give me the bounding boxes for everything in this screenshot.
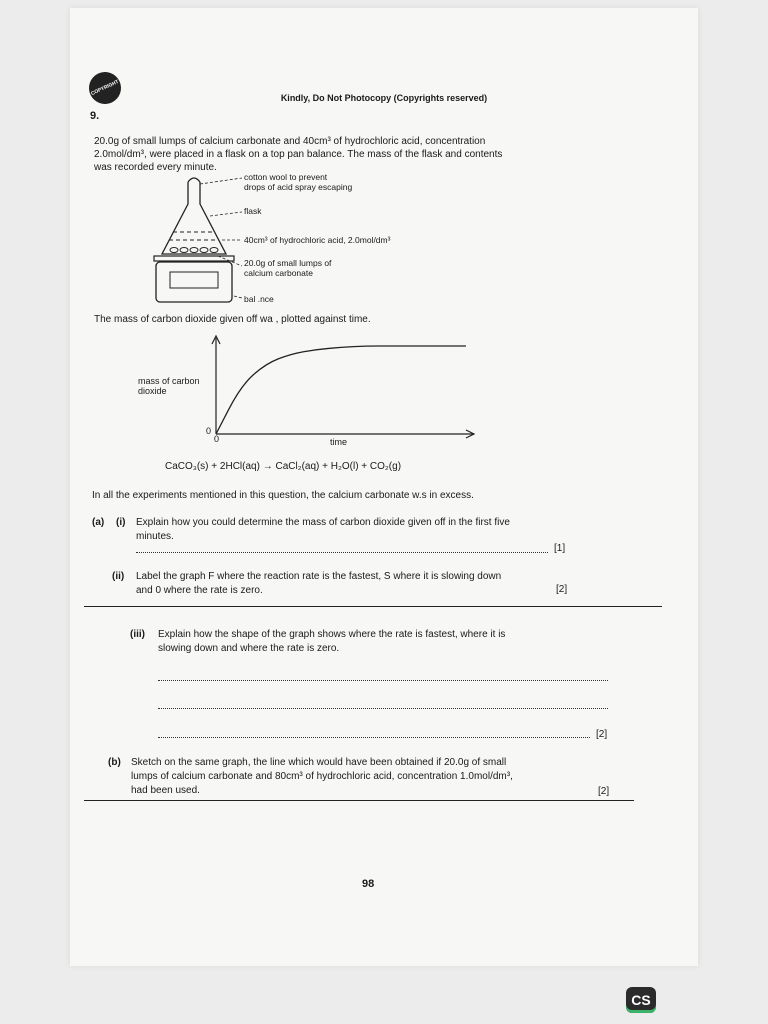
part-a-i-line2: minutes. [136,531,174,542]
copyright-stamp: COPYRIGHT [84,67,127,110]
part-a-iii-line1: Explain how the shape of the graph shows where the rate is fastest, where it is [158,629,506,640]
label-cotton-line2: drops of acid spray escaping [244,182,353,192]
part-a-ii-text [136,570,576,598]
answer-line-a-i[interactable] [136,552,548,553]
section-divider-2 [84,800,634,801]
label-flask: flask [244,206,262,216]
label-lumps-line2: calcium carbonate [244,268,313,278]
answer-line-a-iii-2[interactable] [158,708,608,709]
label-lumps-line1: 20.0g of small lumps of [244,258,332,268]
label-lumps [244,258,331,278]
x-axis-label: time [330,437,348,447]
balance-display [170,272,218,288]
marks-a-ii: [2] [556,584,568,595]
question-intro [94,135,564,174]
label-cotton-line1: cotton wool to prevent [244,172,328,182]
part-a-ii-label: (ii) [112,571,125,582]
part-a-i-line1: Explain how you could determine the mass of carbon dioxide given off in the first five [136,517,510,528]
part-b-line2: lumps of calcium carbonate and 80cm³ of hydrochloric acid, concentration 1.0mol/dm³, [131,771,513,782]
part-b-text [131,756,621,798]
x-origin-label: 0 [214,434,220,444]
part-a-i-text [136,516,576,544]
calcium-carbonate-lumps [170,248,218,253]
excess-note: In all the experiments mentioned in this question, the calcium carbonate w.s in excess. [92,490,474,501]
page-number: 98 [362,878,375,890]
part-a-label: (a) [92,517,105,528]
copyright-notice: Kindly, Do Not Photocopy (Copyrights reserved) [280,93,488,103]
answer-line-a-iii-1[interactable] [158,680,608,681]
part-b-line3: had been used. [131,785,200,796]
part-b-label: (b) [108,757,121,768]
part-a-ii-line1: Label the graph F where the reaction rate is the fastest, S where it is slowing down [136,571,502,582]
co2-curve [216,346,466,434]
marks-a-iii: [2] [596,729,608,740]
camscanner-badge: CS [626,987,656,1013]
flask-outline [162,182,226,254]
graph-intro: The mass of carbon dioxide given off wa , plotted against time. [94,314,371,325]
part-a-i-label: (i) [116,517,126,528]
part-a-iii-line2: slowing down and where the rate is zero. [158,643,340,654]
intro-line-1: 20.0g of small lumps of calcium carbonate and 40cm³ of hydrochloric acid, concentration [94,136,486,147]
chemical-equation: CaCO₃(s) + 2HCl(aq) → CaCl₂(aq) + H₂O(l) + CO₂(g) [165,461,402,472]
part-a-iii-text [158,628,618,656]
y-axis-label: mass of carbon dioxide [138,376,200,396]
cotton-wool-plug [188,178,200,182]
section-divider-1 [84,606,662,607]
intro-line-2: 2.0mol/dm³, were placed in a flask on a top pan balance. The mass of the flask and contents [94,149,503,160]
label-balance: bal .nce [244,294,274,304]
balance-pan [154,256,234,261]
part-a-iii-label: (iii) [130,629,145,640]
label-acid: 40cm³ of hydrochloric acid, 2.0mol/dm³ [244,235,391,245]
balance-body [156,262,232,302]
label-cotton-wool [244,172,352,192]
part-a-ii-line2: and 0 where the rate is zero. [136,585,263,596]
marks-a-i: [1] [554,543,566,554]
intro-line-3: was recorded every minute. [94,162,217,173]
answer-line-a-iii-3[interactable] [158,737,590,738]
part-b-line1: Sketch on the same graph, the line which would have been obtained if 20.0g of small [131,757,507,768]
marks-b: [2] [598,786,610,797]
question-number: 9. [90,110,100,122]
y-origin-label: 0 [206,426,212,436]
